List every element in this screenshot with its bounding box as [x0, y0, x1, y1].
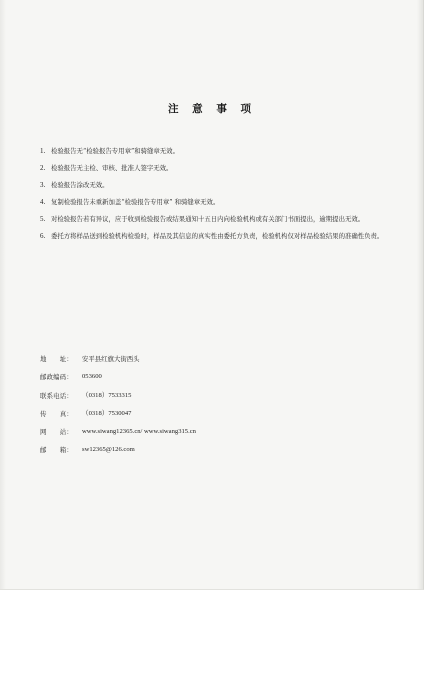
contact-website [40, 426, 380, 444]
note-number: 2. [40, 164, 46, 172]
phone-value: （0318）7533315 [82, 391, 132, 399]
contact-label: 传 真： [40, 409, 73, 418]
contact-phone [40, 390, 380, 408]
note-item [40, 162, 392, 175]
note-item [40, 230, 392, 243]
note-text: 复制检验报告未重新加盖“检验报告专用章” 和骑缝章无效。 [51, 198, 220, 206]
contact-email [40, 444, 380, 462]
contact-label: 网 站： [40, 428, 73, 437]
postcode-value: 053600 [82, 373, 102, 381]
notes-list [40, 145, 392, 247]
page-title: 注 意 事 项 [168, 103, 256, 115]
note-number: 3. [40, 181, 46, 189]
note-number: 1. [40, 147, 46, 155]
website-value: www.siwang12365.cn/ www.siwang315.cn [82, 428, 196, 436]
note-text: 检验报告无主检、审核、批准人签字无效。 [51, 164, 173, 172]
note-number: 6. [40, 232, 46, 240]
contact-info [40, 353, 380, 463]
note-text: 检验报告涂改无效。 [51, 181, 109, 189]
note-number: 4. [40, 198, 46, 206]
note-item [40, 145, 392, 158]
scan-edge-left [0, 0, 6, 589]
contact-label: 邮政编码： [40, 373, 73, 382]
note-text: 对检验报告若有异议，应于收到检验报告或结果通知十五日内向检验机构或有关部门书面提出，逾期提出无效。 [51, 215, 365, 223]
scan-edge-right [417, 0, 423, 589]
note-item [40, 196, 392, 209]
contact-fax [40, 408, 380, 426]
note-text: 检验报告无“检验报告专用章”和骑缝章无效。 [51, 147, 179, 155]
note-item [40, 213, 392, 226]
contact-label: 邮 箱： [40, 446, 73, 455]
note-number: 5. [40, 215, 46, 223]
contact-address [40, 353, 380, 371]
fax-value: （0318）7530047 [82, 409, 132, 417]
contact-label: 联系电话： [40, 391, 73, 400]
email-value: sw12365@126.com [82, 446, 135, 454]
address-value: 安平县红旗大街西头 [82, 355, 140, 363]
contact-label: 地 址： [40, 355, 73, 363]
note-item [40, 179, 392, 192]
contact-postcode [40, 371, 380, 389]
note-text: 委托方将样品送到检验机构检验时，样品及其信息的真实性由委托方负责，检验机构仅对样品检验结果的准确性负责。 [51, 232, 384, 240]
